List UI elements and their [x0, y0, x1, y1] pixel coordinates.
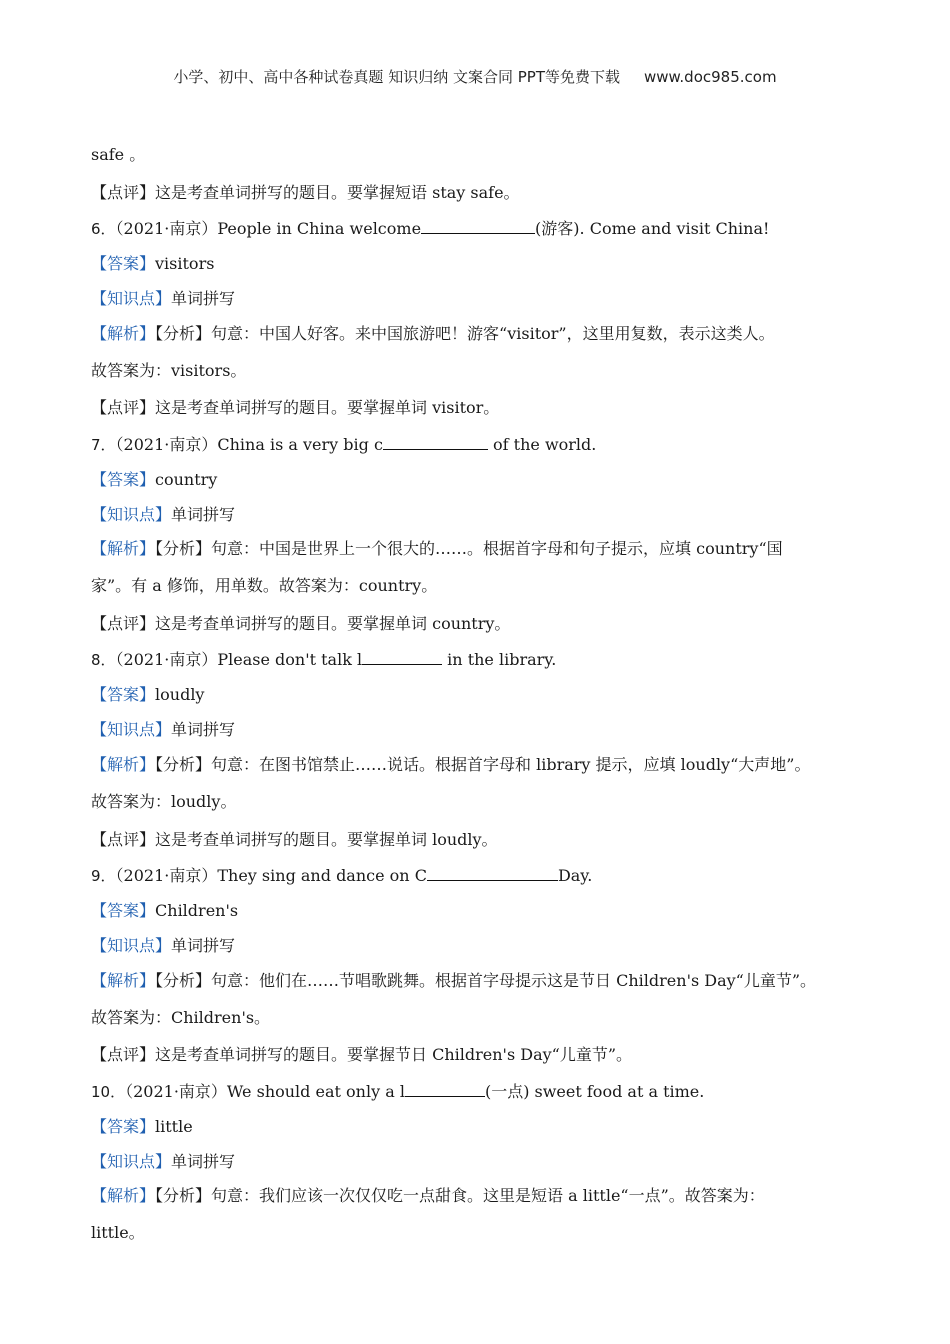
answer-blank: [383, 433, 488, 450]
q7-analysis-cont: 家”。有 a 修饰，用单数。故答案为：country。: [91, 576, 438, 595]
answer-blank: [362, 648, 442, 665]
q10-analysis-cont: little。: [91, 1223, 145, 1242]
q6-analysis: 【解析】【分析】句意：中国人好客。来中国旅游吧！游客“visitor”，这里用复数，表示这类人。: [91, 324, 775, 343]
q8-answer: 【答案】loudly: [91, 685, 205, 704]
q6-analysis-cont: 故答案为：visitors。: [91, 361, 247, 380]
header-text: 小学、初中、高中各种试卷真题 知识归纳 文案合同 PPT等免费下载: [173, 68, 620, 86]
q10-analysis: 【解析】【分析】句意：我们应该一次仅仅吃一点甜食。这里是短语 a little“一点”。故答案为：: [91, 1186, 765, 1205]
q6-knowledge: 【知识点】单词拼写: [91, 289, 236, 308]
prev-comment: 【点评】这是考查单词拼写的题目。要掌握短语 stay safe。: [91, 183, 520, 202]
page-header: [0, 66, 950, 87]
q8-knowledge: 【知识点】单词拼写: [91, 720, 236, 739]
answer-blank: [421, 217, 535, 234]
q8-analysis: 【解析】【分析】句意：在图书馆禁止……说话。根据首字母和 library 提示，应填 loudly“大声地”。: [91, 755, 811, 774]
q9-comment: 【点评】这是考查单词拼写的题目。要掌握节日 Children's Day“儿童节”。: [91, 1045, 633, 1064]
q10-knowledge: 【知识点】单词拼写: [91, 1152, 236, 1171]
question-7: 7．（2021·南京）China is a very big c of the world.: [91, 435, 597, 454]
q7-comment: 【点评】这是考查单词拼写的题目。要掌握单词 country。: [91, 614, 511, 633]
q6-answer: 【答案】visitors: [91, 254, 215, 273]
header-site-link[interactable]: www.doc985.com: [643, 68, 777, 86]
answer-blank: [405, 1080, 485, 1097]
q7-analysis: 【解析】【分析】句意：中国是世界上一个很大的……。根据首字母和句子提示，应填 country“国: [91, 539, 783, 558]
question-9: 9．（2021·南京）They sing and dance on C Day.: [91, 866, 593, 885]
q9-answer: 【答案】Children's: [91, 901, 239, 920]
q8-comment: 【点评】这是考查单词拼写的题目。要掌握单词 loudly。: [91, 830, 498, 849]
question-6: 6．（2021·南京）People in China welcome (游客). Come and visit China!: [91, 219, 770, 238]
q7-answer: 【答案】country: [91, 470, 218, 489]
q8-analysis-cont: 故答案为：loudly。: [91, 792, 237, 811]
q6-comment: 【点评】这是考查单词拼写的题目。要掌握单词 visitor。: [91, 398, 500, 417]
prev-answer-tail: safe 。: [91, 145, 146, 164]
question-10: 10．（2021·南京）We should eat only a l (一点) sweet food at a time.: [91, 1082, 705, 1101]
q9-analysis: 【解析】【分析】句意：他们在……节唱歌跳舞。根据首字母提示这是节日 Children's Day“儿童节”。: [91, 971, 817, 990]
q9-knowledge: 【知识点】单词拼写: [91, 936, 236, 955]
q10-answer: 【答案】little: [91, 1117, 193, 1136]
question-8: 8．（2021·南京）Please don't talk l in the library.: [91, 650, 557, 669]
answer-blank: [427, 864, 558, 881]
q7-knowledge: 【知识点】单词拼写: [91, 505, 236, 524]
q9-analysis-cont: 故答案为：Children's。: [91, 1008, 271, 1027]
